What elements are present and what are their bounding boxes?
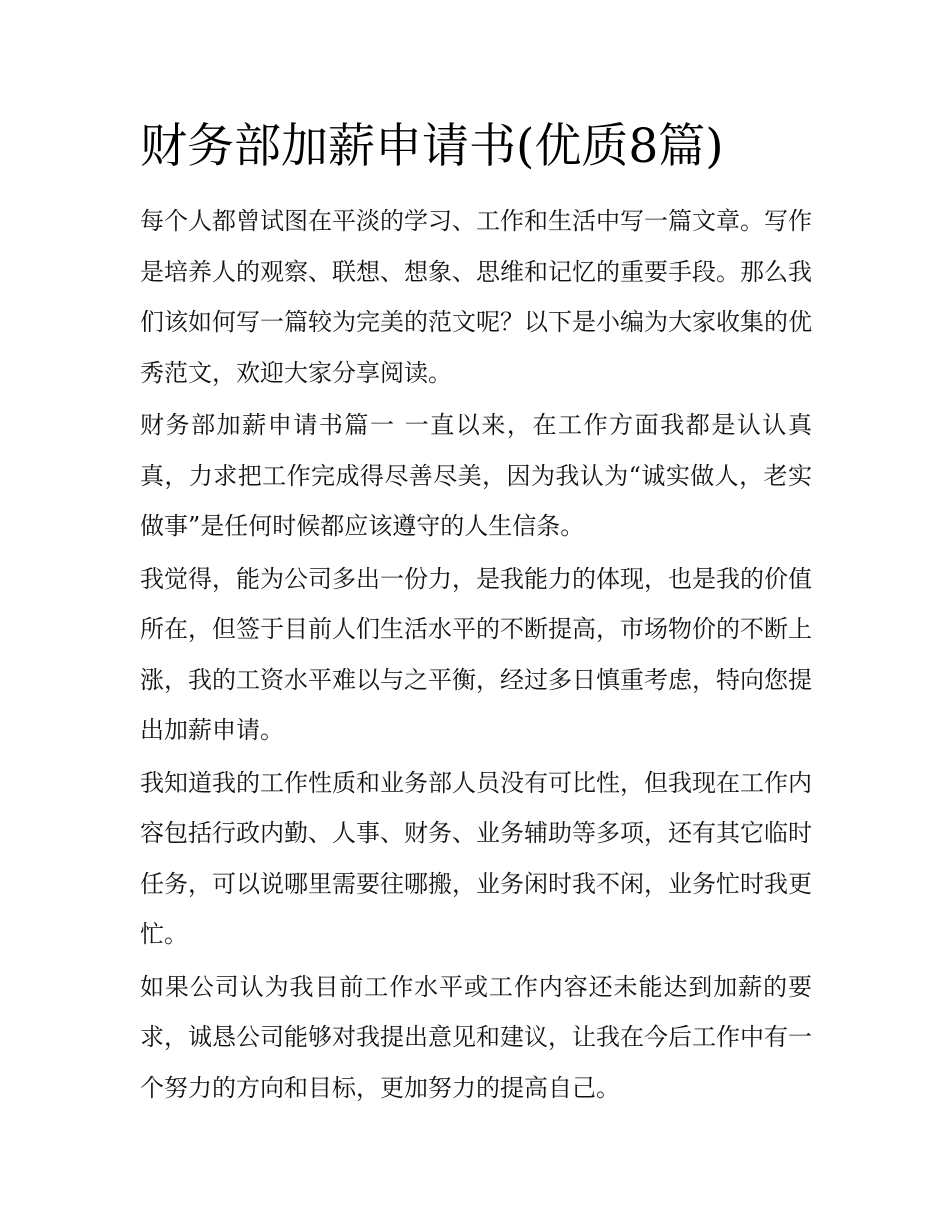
paragraph-intro: 每个人都曾试图在平淡的学习、工作和生活中写一篇文章。写作是培养人的观察、联想、想象、思维和记忆的重要手段。那么我们该如何写一篇较为完美的范文呢？以下是小编为大家收集的优秀范文，欢迎大家分享阅读。 [140,207,812,387]
paragraph-chapter-one: 财务部加薪申请书篇一 一直以来，在工作方面我都是认认真真，力求把工作完成得尽善尽美，因为我认为“诚实做人，老实做事”是任何时候都应该遵守的人生信条。 [140,411,812,540]
page-title: 财务部加薪申请书(优质8篇) [140,119,724,174]
document-body [140,112,812,1115]
paragraph-reason: 我觉得，能为公司多出一份力，是我能力的体现，也是我的价值所在，但签于目前人们生活水平的不断提高，市场物价的不断上涨，我的工资水平难以与之平衡，经过多日慎重考虑，特向您提出加薪申请。 [140,564,812,744]
paragraph-request: 如果公司认为我目前工作水平或工作内容还未能达到加薪的要求，诚恳公司能够对我提出意见和建议，让我在今后工作中有一个努力的方向和目标，更加努力的提高自己。 [140,972,812,1102]
paragraph-workload: 我知道我的工作性质和业务部人员没有可比性，但我现在工作内容包括行政内勤、人事、财务、业务辅助等多项，还有其它临时任务，可以说哪里需要往哪搬，业务闲时我不闲，业务忙时我更忙。 [140,768,812,948]
